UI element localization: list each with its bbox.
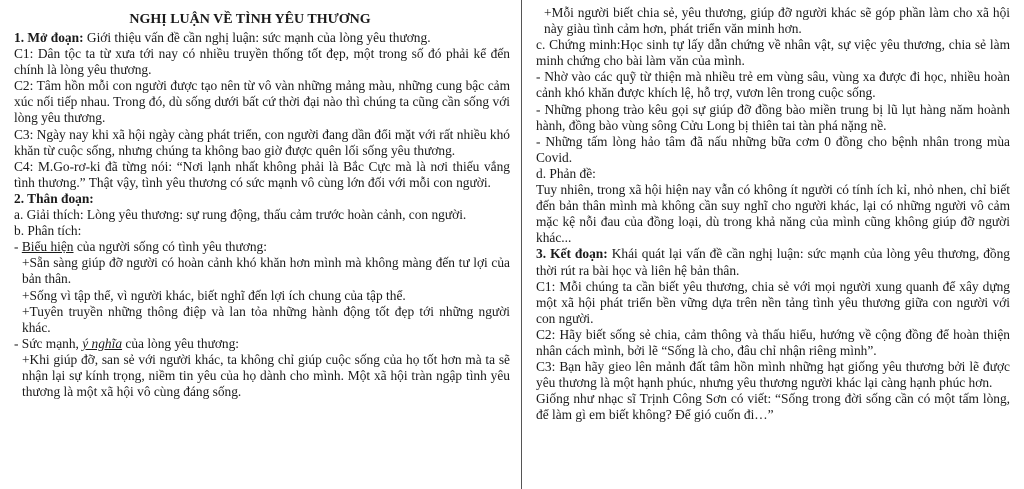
manifestation-point-2: +Sống vì tập thể, vì người khác, biết nghĩ đến lợi ích chung của tập thể. bbox=[22, 287, 406, 303]
manifestation-label: Biểu hiện bbox=[21, 239, 74, 255]
analysis-heading: b. Phân tích: bbox=[14, 223, 82, 239]
manifestation-point-1: +Sẵn sàng giúp đỡ người có hoàn cảnh khó khăn hơn mình mà không màng đến tư lợi của bản thân. bbox=[22, 255, 510, 287]
manifestation-heading bbox=[14, 239, 510, 255]
conclusion-c3: C3: Bạn hãy gieo lên mảnh đất tâm hồn mình những hạt giống yêu thương bởi lẽ được yêu thương là một hạnh phúc, nhưng yêu thương người khác lại càng hạnh phúc hơn. bbox=[536, 359, 1010, 391]
counter-text: Tuy nhiên, trong xã hội hiện nay vẫn có không ít người có tính ích kỉ, nhỏ nhen, chỉ biết đến bản thân mình mà không cần suy nghĩ cho người khác, lại có những người vô cảm mặc kệ nỗi đau của đồng loại, dù trong khả năng của mình cũng không giúp đỡ người khác... bbox=[536, 182, 1010, 246]
intro-c3: C3: Ngày nay khi xã hội ngày càng phát triển, con người đang dần đổi mặt với rất nhiều khó khăn từ cuộc sống, nhưng chúng ta không bao giờ được quên lối sống yêu thương. bbox=[14, 126, 510, 158]
conclusion-text: Khái quát lại vấn đề cần nghị luận: sức mạnh của lòng yêu thương, đồng thời rút ra bài học và liên hệ bản thân. bbox=[536, 246, 1010, 278]
conclusion-quote: Giống như nhạc sĩ Trịnh Công Sơn có viết: “Sống trong đời sống cần có một tấm lòng, để làm gì em biết không? Để gió cuốn đi…” bbox=[536, 391, 1010, 423]
proof-point-3: - Những tấm lòng hảo tâm đã nấu những bữa cơm 0 đồng cho bệnh nhân trong mùa Covid. bbox=[536, 133, 1010, 165]
proof-point-1: - Nhờ vào các quỹ từ thiện mà nhiều trẻ em vùng sâu, vùng xa được đi học, nhiều hoàn cảnh khó khăn được khích lệ, hỗ trợ, vươn lên trong cuộc sống. bbox=[536, 69, 1010, 101]
power-meaning-heading bbox=[14, 336, 510, 352]
document-title: NGHỊ LUẬN VỀ TÌNH YÊU THƯƠNG bbox=[129, 12, 371, 27]
conclusion-c2: C2: Hãy biết sống sẻ chia, cảm thông và thấu hiểu, hướng về cộng đồng để hoàn thiện nhân cách mình, bởi lẽ “Sống là cho, đâu chỉ nhận riêng mình”. bbox=[536, 326, 1010, 358]
meaning-label: ý nghĩa bbox=[82, 335, 123, 351]
power-point-1: +Khi giúp đỡ, san sẻ với người khác, ta không chỉ giúp cuộc sống của họ tốt hơn mà ta sẽ nhận lại sự kính trọng, niềm tin yêu của họ dành cho mình. Một xã hội tràn ngập tình yêu thương là một xã hội vô cùng đáng sống. bbox=[22, 351, 510, 400]
proof-point-2: - Những phong trào kêu gọi sự giúp đỡ đồng bào miền trung bị lũ lụt hàng năm hoành hành, đồng bào vùng sông Cửu Long bị thiên tai tàn phá nặng nề. bbox=[536, 101, 1010, 133]
intro-c2: C2: Tâm hồn mỗi con người được tạo nên từ vô vàn những mảng màu, những cung bậc cảm xúc nối tiếp nhau. Trong đó, dù sống dưới bất cứ thời đại nào thì chúng ta cũng cần sống với lòng yêu thương. bbox=[14, 78, 510, 126]
right-column bbox=[536, 0, 1010, 489]
manifestation-prefix: - bbox=[14, 239, 22, 255]
intro-paragraph bbox=[14, 30, 510, 46]
manifestation-rest: của người sống có tình yêu thương: bbox=[73, 239, 267, 255]
column-divider bbox=[521, 0, 522, 489]
body-heading: 2. Thân đoạn: bbox=[14, 190, 94, 206]
left-column bbox=[14, 0, 510, 489]
manifestation-point-3: +Tuyên truyền những thông điệp và lan tỏa những hành động tốt đẹp tới những người khác. bbox=[22, 303, 510, 335]
conclusion-paragraph bbox=[536, 246, 1010, 278]
explanation: a. Giải thích: Lòng yêu thương: sự rung động, thấu cảm trước hoàn cảnh, con người. bbox=[14, 207, 467, 223]
intro-c4: C4: M.Go-rơ-ki đã từng nói: “Nơi lạnh nhất không phải là Bắc Cực mà là nơi thiếu vắng tình thương.” Thật vậy, tình yêu thương có sức mạnh vô cùng lớn đối với mỗi con người. bbox=[14, 158, 510, 190]
intro-text: Giới thiệu vấn đề cần nghị luận: sức mạnh của lòng yêu thương. bbox=[83, 30, 431, 45]
counter-heading: d. Phản đề: bbox=[536, 165, 596, 181]
power-rest: của lòng yêu thương: bbox=[122, 335, 240, 351]
proof-heading: c. Chứng minh:Học sinh tự lấy dẫn chứng về nhân vật, sự việc yêu thương, chia sẻ làm minh chứng cho bài làm văn của mình. bbox=[536, 37, 1010, 69]
conclusion-heading: 3. Kết đoạn: bbox=[536, 246, 608, 262]
intro-c1: C1: Dân tộc ta từ xưa tới nay có nhiều truyền thống tốt đẹp, một trong số đó phải kể đến chính là lòng yêu thương. bbox=[14, 46, 510, 78]
intro-heading: 1. Mở đoạn: bbox=[14, 30, 84, 45]
power-point-2: +Mỗi người biết chia sẻ, yêu thương, giúp đỡ người khác sẽ góp phần làm cho xã hội này giàu tình cảm hơn, phát triển văn minh hơn. bbox=[544, 5, 1010, 37]
conclusion-c1: C1: Mỗi chúng ta cần biết yêu thương, chia sẻ với mọi người xung quanh để xây dựng một xã hội phát triển bền vững dựa trên nền tảng tình yêu thương giữa con người với con người. bbox=[536, 278, 1010, 326]
power-prefix: - Sức mạnh, bbox=[14, 335, 83, 351]
